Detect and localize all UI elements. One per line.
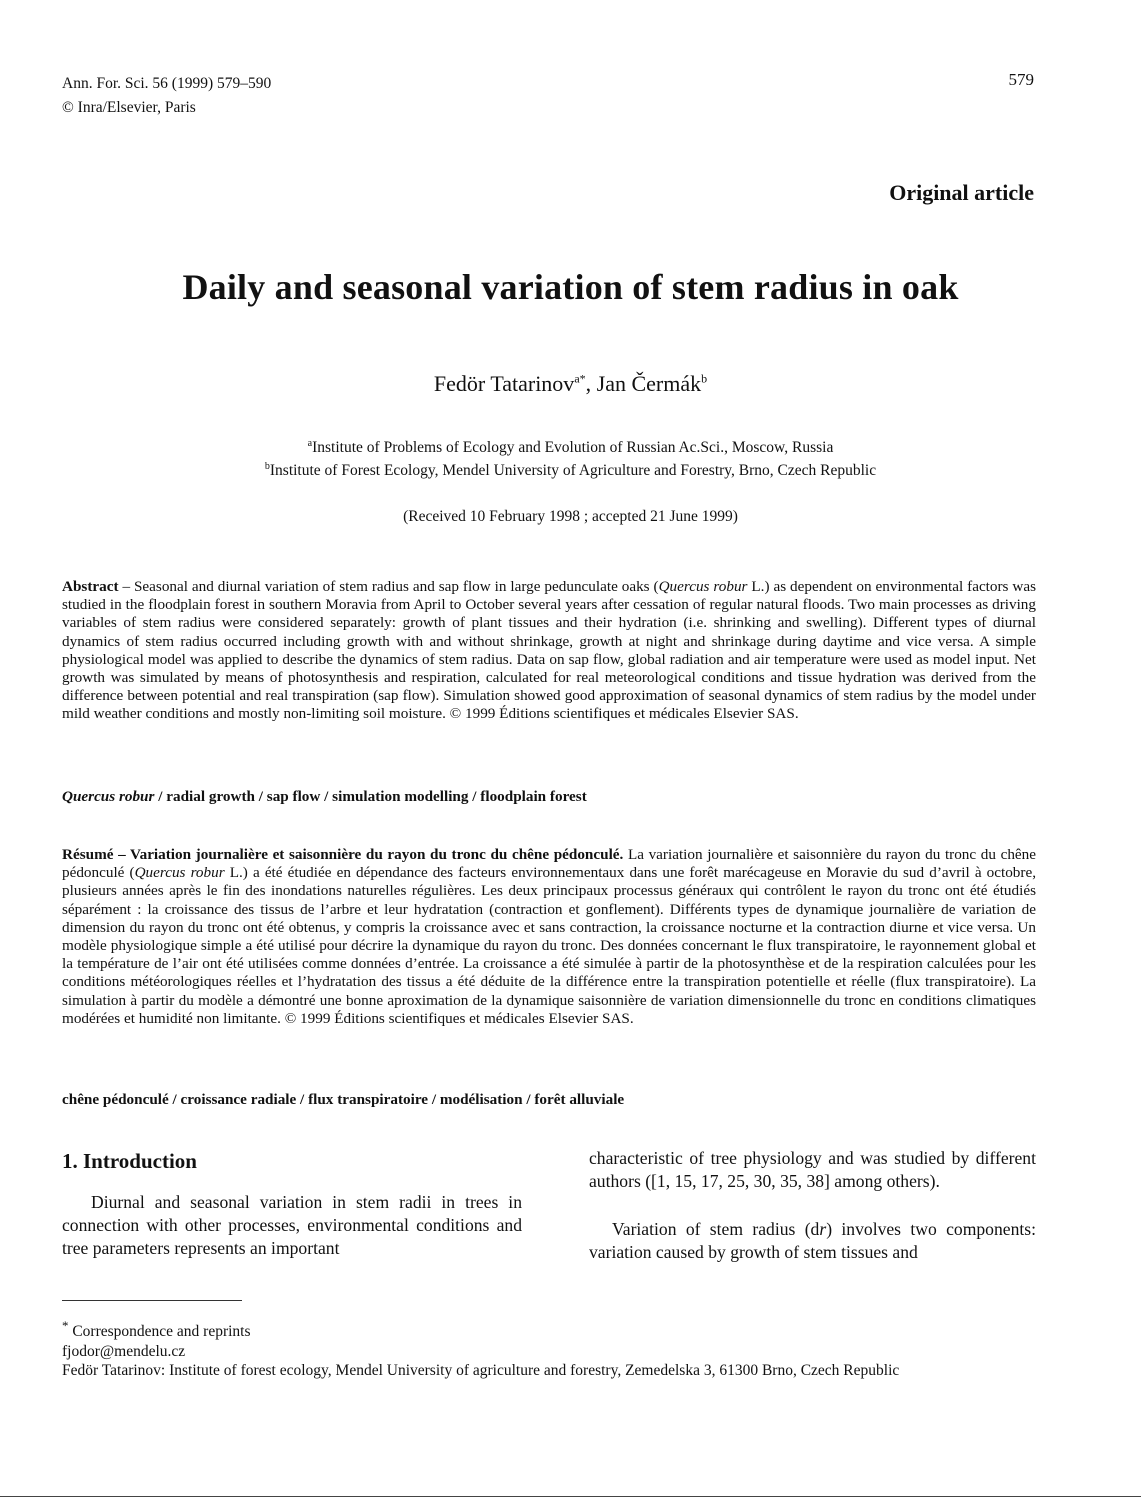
affiliation-mark: a	[307, 438, 313, 449]
author-affiliation-mark: a*	[574, 371, 586, 386]
intro-paragraph-2	[589, 1218, 1036, 1264]
footnote-correspondence	[62, 1316, 899, 1342]
received-dates: (Received 10 February 1998 ; accepted 21 June 1999)	[403, 508, 738, 525]
page-number: 579	[1008, 70, 1034, 89]
footnote-address: Fedör Tatarinov: Institute of forest ecology, Mendel University of agriculture and forestry, Zemedelska 3, 61300 Brno, Czech Republic	[62, 1362, 900, 1380]
species-name: Quercus robur	[658, 578, 748, 595]
abstract-label: Abstract	[62, 578, 119, 595]
intro-paragraph-1: Diurnal and seasonal variation in stem radii in trees in connection with other processes, environmental conditions and tree parameters represents an important	[62, 1192, 522, 1258]
keyword-list: / radial growth / sap flow / simulation modelling / floodplain forest	[154, 788, 587, 805]
affiliations	[0, 434, 1141, 480]
footnote-mark: *	[62, 1318, 69, 1333]
article-type: Original article	[889, 180, 1034, 205]
intro-text: Variation of stem radius (d	[612, 1219, 820, 1239]
footnote-text: Correspondence and reprints	[68, 1323, 251, 1341]
author-list	[0, 371, 1141, 397]
abstract	[62, 578, 1036, 724]
species-name: Quercus robur	[134, 864, 225, 882]
affiliation-line	[0, 457, 1141, 480]
affiliation-line	[0, 434, 1141, 457]
affiliation-mark: b	[264, 461, 270, 473]
footnote-divider	[62, 1300, 242, 1301]
journal-citation: Ann. For. Sci. 56 (1999) 579–590	[62, 75, 272, 92]
footnotes	[62, 1316, 899, 1381]
affiliation-text: Institute of Problems of Ecology and Evolution of Russian Ac.Sci., Moscow, Russia	[312, 439, 834, 457]
abstract-text: L.) as dependent on environmental factors was studied in the floodplain forest in southern Moravia from April to October several years after cessation of regular natural floods. Two main processes as driving variables of stem radius were considered separately: growth of plant tissues and their hydration (i.e. shrinking and swelling). Different types of diurnal dynamics of stem radius occurred including growth with and without shrinkage, growth at night and shrinkage during daytime and vice versa. A simple physiological model was applied to describe the dynamics of stem radius. Data on sap flow, global radiation and air temperature were used as model input. Net growth was simulated by means of photosynthesis and respiration, calculated for real meteorological conditions and tissue hydration was derived from the difference between potential and real transpiration (sap flow). Simulation showed good approximation of seasonal dynamics of stem radius by the model under mild weather conditions and mostly non-limiting soil moisture. © 1999 Éditions scientifiques et médicales Elsevier SAS.	[62, 578, 1037, 723]
footnote-email[interactable]: fjodor@mendelu.cz	[62, 1342, 186, 1360]
author-separator: ,	[585, 371, 597, 396]
resume-label: Résumé – Variation journalière et saisonnière du rayon du tronc du chêne pédonculé.	[62, 846, 624, 863]
abstract-dash: –	[118, 578, 134, 595]
variable-r: r	[819, 1219, 827, 1239]
resume-text: L.) a été étudiée en dépendance des facteurs environnementaux dans une forêt marécageuse en Moravie du sud d’avril à octobre, plusieurs années après le fin des inondations naturelles régulières. Les deux principaux processus généraux qui contrôlent le rayon du tronc ont été étudiés séparément : la croissance des tissus de l’arbre et leur hydratation (contraction et gonflement). Différents types de dynamique journalière de variation de dimension du rayon du tronc ont été obtenus, y compris la croissance avec et sans contraction, la croissance nocturne et la contraction diurne et vice versa. Un modèle physiologique simple a été utilisé pour décrire la dynamique du rayon du tronc. Des données concernant le flux transpiratoire, le rayonnement global et la température de l’air ont été utilisées comme données d’entrée. La croissance a été simulée à partir de la photosynthèse et de la respiration calculées pour les conditions météorologiques réelles et l’hydratation des tissus a été déduite de la différence entre la transpiration potentielle et réelle (flux transpiratoire). La simulation à partir du modèle a démontré une bonne aproximation de la dynamique saisonnière de variation dimensionnelle du tronc en conditions climatiques modérées et humidité non limitante. © 1999 Éditions scientifiques et médicales Elsevier SAS.	[62, 864, 1037, 1027]
keywords-french: chêne pédonculé / croissance radiale / flux transpiratoire / modélisation / forêt alluviale	[62, 1091, 625, 1108]
resume	[62, 846, 1036, 1028]
author-name: Fedör Tatarinov	[433, 371, 575, 396]
article-title: Daily and seasonal variation of stem radius in oak	[182, 267, 959, 307]
publisher-copyright: © Inra/Elsevier, Paris	[62, 99, 196, 116]
abstract-text: Seasonal and diurnal variation of stem radius and sap flow in large pedunculate oaks (	[133, 578, 659, 595]
page-bottom-edge	[0, 1496, 1141, 1497]
intro-paragraph-1-continued: characteristic of tree physiology and was studied by different authors ([1, 15, 17, 25, 30, 35, 38] among others).	[589, 1148, 1036, 1191]
journal-header	[62, 72, 271, 120]
keywords-english	[62, 788, 587, 806]
author-affiliation-mark: b	[701, 371, 708, 386]
resume-text: La variation journalière et saisonnière du rayon du tronc du chêne pédonculé (	[62, 846, 1036, 882]
affiliation-text: Institute of Forest Ecology, Mendel University of Agriculture and Forestry, Brno, Czech Republic	[269, 462, 877, 480]
keyword-species: Quercus robur	[62, 788, 155, 805]
section-heading-introduction: 1. Introduction	[62, 1149, 197, 1173]
intro-text: ) involves two components: variation caused by growth of stem tissues and	[589, 1219, 1036, 1262]
author-name: Jan Čermák	[596, 371, 702, 396]
